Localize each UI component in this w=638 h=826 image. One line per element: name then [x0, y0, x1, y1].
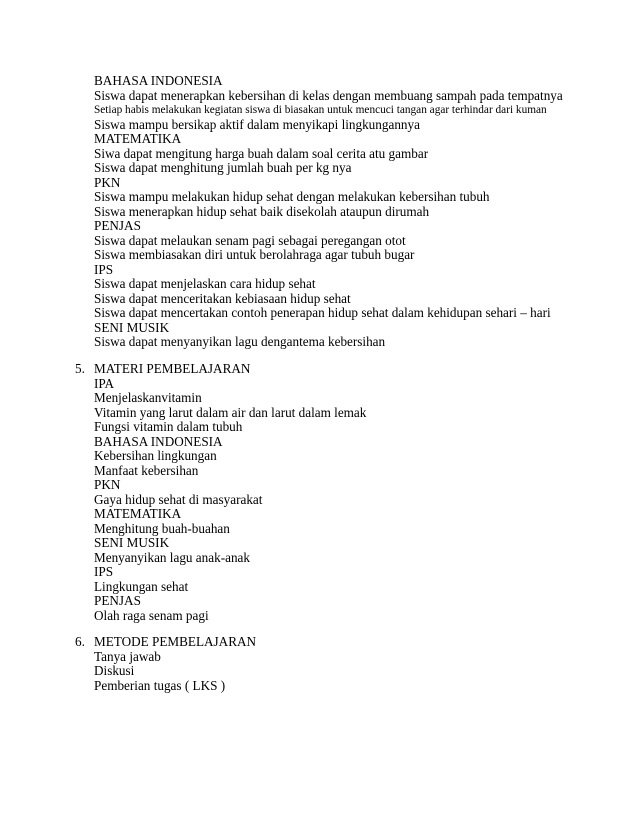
section-6-heading — [75, 635, 256, 650]
section-5-heading — [75, 362, 250, 377]
objectives-line: Siswa dapat menceritakan kebiasaan hidup sehat — [94, 290, 351, 306]
objectives-line: SENI MUSIK — [94, 319, 170, 335]
objectives-line: Siswa dapat menghitung jumlah buah per kg nya — [94, 160, 352, 175]
objectives-line: Siswa mampu bersikap aktif dalam menyikapi lingkungannya — [94, 116, 420, 132]
objectives-line: Siswa mampu melakukan hidup sehat dengan melakukan kebersihan tubuh — [94, 189, 490, 204]
section-5-line: Olah raga senam pagi — [94, 607, 209, 623]
objectives-line: Siswa dapat menjelaskan cara hidup sehat — [94, 276, 316, 291]
objectives-line: Siswa dapat melaukan senam pagi sebagai peregangan otot — [94, 232, 406, 248]
section-5-line: Vitamin yang larut dalam air dan larut dalam lemak — [94, 404, 367, 420]
objectives-line: Siswa membiasakan diri untuk berolahraga agar tubuh bugar — [94, 247, 415, 262]
section-5-title: MATERI PEMBELAJARAN — [94, 361, 251, 376]
objectives-line: PENJAS — [94, 218, 141, 233]
section-5-list — [94, 377, 614, 624]
objectives-line: Setiap habis melakukan kegiatan siswa di biasakan untuk mencuci tangan agar terhindar dari kuman — [94, 104, 547, 116]
section-6-line: Tanya jawab — [94, 648, 161, 664]
section-6-line: Pemberian tugas ( LKS ) — [94, 677, 226, 693]
objectives-list — [94, 74, 614, 350]
section-5-line: Kebersihan lingkungan — [94, 448, 217, 463]
objectives-line: MATEMATIKA — [94, 131, 182, 146]
section-5-line: MATEMATIKA — [94, 506, 182, 521]
section-5-number: 5. — [75, 361, 85, 376]
section-5-line: PKN — [94, 477, 121, 492]
objectives-line: Siswa dapat menerapkan kebersihan di kelas dengan membuang sampah pada tempatnya — [94, 87, 563, 103]
section-5-line: Gaya hidup sehat di masyarakat — [94, 491, 263, 507]
section-5-line: PENJAS — [94, 593, 141, 608]
section-5-line: SENI MUSIK — [94, 535, 170, 550]
section-6-line: Diskusi — [94, 663, 135, 678]
section-5-line: BAHASA INDONESIA — [94, 433, 223, 449]
section-5-line: Menyanyikan lagu anak-anak — [94, 549, 250, 565]
section-5-line: Menjelaskanvitamin — [94, 390, 202, 405]
section-6-number: 6. — [75, 634, 85, 649]
section-5-line: Fungsi vitamin dalam tubuh — [94, 419, 243, 434]
objectives-line: Siswa dapat mencertakan contoh penerapan hidup sehat dalam kehidupan sehari – hari — [94, 305, 551, 320]
section-5-line: Manfaat kebersihan — [94, 462, 199, 478]
objectives-line: PKN — [94, 174, 121, 190]
objectives-line: Siwa dapat mengitung harga buah dalam soal cerita atu gambar — [94, 145, 429, 161]
objectives-line: Siswa menerapkan hidup sehat baik disekolah ataupun dirumah — [94, 203, 430, 219]
section-6-title: METODE PEMBELAJARAN — [94, 634, 257, 649]
section-6-list — [94, 650, 614, 694]
section-5-line: Lingkungan sehat — [94, 578, 189, 594]
objectives-line: BAHASA INDONESIA — [94, 73, 223, 88]
objectives-line: IPS — [94, 261, 114, 277]
section-5-line: IPS — [94, 564, 114, 579]
section-5-line: Menghitung buah-buahan — [94, 520, 230, 536]
objectives-line: Siswa dapat menyanyikan lagu dengantema kebersihan — [94, 334, 386, 349]
section-5-line: IPA — [94, 375, 115, 391]
